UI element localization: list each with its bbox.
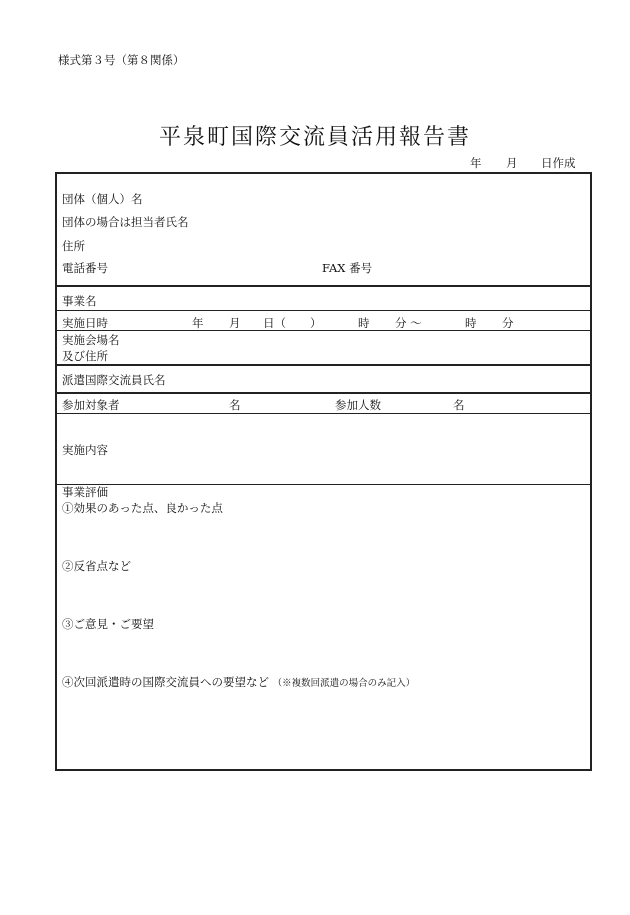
event-datetime-label: 実施日時 — [62, 316, 108, 330]
date-created-label: 日作成 — [541, 156, 576, 170]
fax-field[interactable]: FAX 番号 — [322, 261, 373, 275]
event-end-hour-field[interactable]: 時 — [465, 316, 477, 330]
event-weekday-close: ） — [310, 316, 322, 330]
target-participants-field[interactable]: 参加対象者 — [62, 398, 120, 412]
row-divider — [57, 310, 590, 311]
section-divider — [57, 285, 590, 287]
evaluation-header: 事業評価 — [62, 485, 108, 499]
phone-field[interactable]: 電話番号 — [62, 261, 108, 275]
evaluation-q3-field[interactable]: ③ご意見・ご要望 — [62, 617, 154, 631]
event-start-minute-field[interactable]: 分 〜 — [395, 316, 422, 330]
content-field[interactable]: 実施内容 — [62, 443, 108, 457]
evaluation-q1-field[interactable]: ①効果のあった点、良かった点 — [62, 501, 223, 515]
row-divider — [57, 413, 590, 414]
event-year-field[interactable]: 年 — [192, 316, 204, 330]
evaluation-q4-note: （※複数回派遣の場合のみ記入） — [272, 678, 416, 689]
org-name-field[interactable]: 団体（個人）名 — [62, 192, 143, 206]
evaluation-q4-text: ④次回派遣時の国際交流員への要望など — [62, 675, 269, 689]
contact-person-field[interactable]: 団体の場合は担当者氏名 — [62, 215, 189, 229]
evaluation-q4-field[interactable] — [62, 674, 415, 690]
page-title: 平泉町国際交流員活用報告書 — [158, 125, 471, 150]
date-month-label: 月 — [506, 156, 518, 170]
section-divider — [57, 392, 590, 394]
event-day-field[interactable]: 日（ — [263, 316, 286, 330]
target-participants-unit: 名 — [229, 398, 241, 412]
participant-count-field[interactable]: 参加人数 — [335, 398, 381, 412]
venue-label-line1: 実施会場名 — [62, 333, 120, 347]
cir-name-field[interactable]: 派遣国際交流員氏名 — [62, 373, 166, 387]
row-divider — [57, 330, 590, 331]
venue-label-line2: 及び住所 — [62, 349, 108, 363]
event-month-field[interactable]: 月 — [229, 316, 241, 330]
event-name-field[interactable]: 事業名 — [62, 294, 97, 308]
event-start-hour-field[interactable]: 時 — [358, 316, 370, 330]
report-form — [55, 172, 592, 771]
row-divider — [57, 484, 590, 485]
event-end-minute-field[interactable]: 分 — [502, 316, 514, 330]
date-year-label: 年 — [470, 156, 482, 170]
form-reference: 様式第３号（第８関係） — [58, 53, 185, 67]
evaluation-q2-field[interactable]: ②反省点など — [62, 559, 131, 573]
participant-count-unit: 名 — [453, 398, 465, 412]
address-field[interactable]: 住所 — [62, 239, 85, 253]
section-divider — [57, 364, 590, 366]
